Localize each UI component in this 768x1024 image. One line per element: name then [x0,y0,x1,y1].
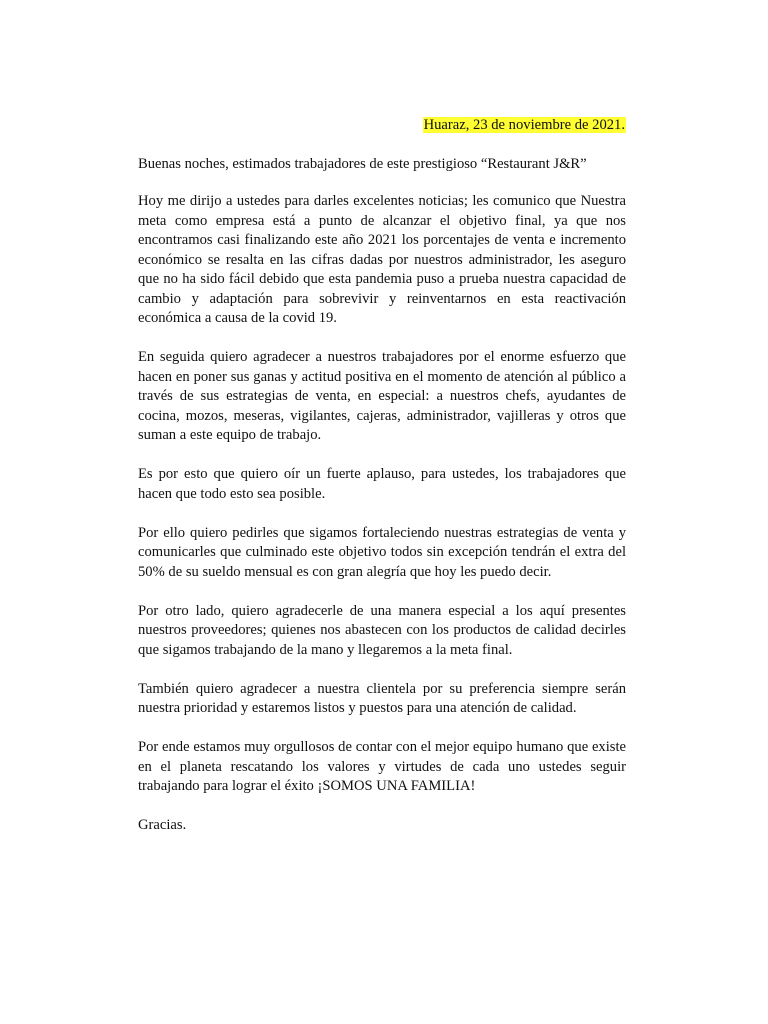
letter-page [138,116,626,836]
letter-paragraph-1: Hoy me dirijo a ustedes para darles excelentes noticias; les comunico que Nuestra meta como empresa está a punto de alcanzar el objetivo final, ya que nos encontramos casi finalizando este año 2021 los porcentajes de venta e incremento económico se resalta en las cifras dadas por nuestros administrador, les aseguro que no ha sido fácil debido que esta pandemia puso a prueba nuestra capacidad de cambio y adaptación para sobrevivir y reinventarnos en esta reactivación económica a causa de la covid 19. [138,193,626,326]
letter-greeting: Buenas noches, estimados trabajadores de este prestigioso “Restaurant J&R” [138,155,587,172]
letter-paragraph-4: Por ello quiero pedirles que sigamos fortaleciendo nuestras estrategias de venta y comunicarles que culminado este objetivo todos sin excepción tendrán el extra del 50% de su sueldo mensual es con gran alegría que hoy les puedo decir. [138,524,626,580]
date-highlight: Huaraz, 23 de noviembre de 2021. [423,117,625,133]
letter-paragraph-2: En seguida quiero agradecer a nuestros trabajadores por el enorme esfuerzo que hacen en poner sus ganas y actitud positiva en el momento de atención al público a través de sus estrategias de venta, en especial: a nuestros chefs, ayudantes de cocina, mozos, meseras, vigilantes, cajeras, administrador, vajilleras y otros que suman a este equipo de trabajo. [138,349,626,443]
letter-paragraph-3: Es por esto que quiero oír un fuerte aplauso, para ustedes, los trabajadores que hacen que todo esto sea posible. [138,466,626,502]
letter-date [138,116,626,136]
letter-closing: Gracias. [138,817,187,833]
letter-paragraph-7: Por ende estamos muy orgullosos de contar con el mejor equipo humano que existe en el planeta rescatando los valores y virtudes de cada uno ustedes seguir trabajando para lograr el éxito ¡SOMOS UNA FAMILIA! [138,739,626,794]
letter-paragraph-6: También quiero agradecer a nuestra clientela por su preferencia siempre serán nuestra prioridad y estaremos listos y puestos para una atención de calidad. [138,680,626,716]
letter-paragraph-5: Por otro lado, quiero agradecerle de una manera especial a los aquí presentes nuestros proveedores; quienes nos abastecen con los productos de calidad decirles que sigamos trabajando de la mano y llegaremos a la meta final. [138,602,626,658]
